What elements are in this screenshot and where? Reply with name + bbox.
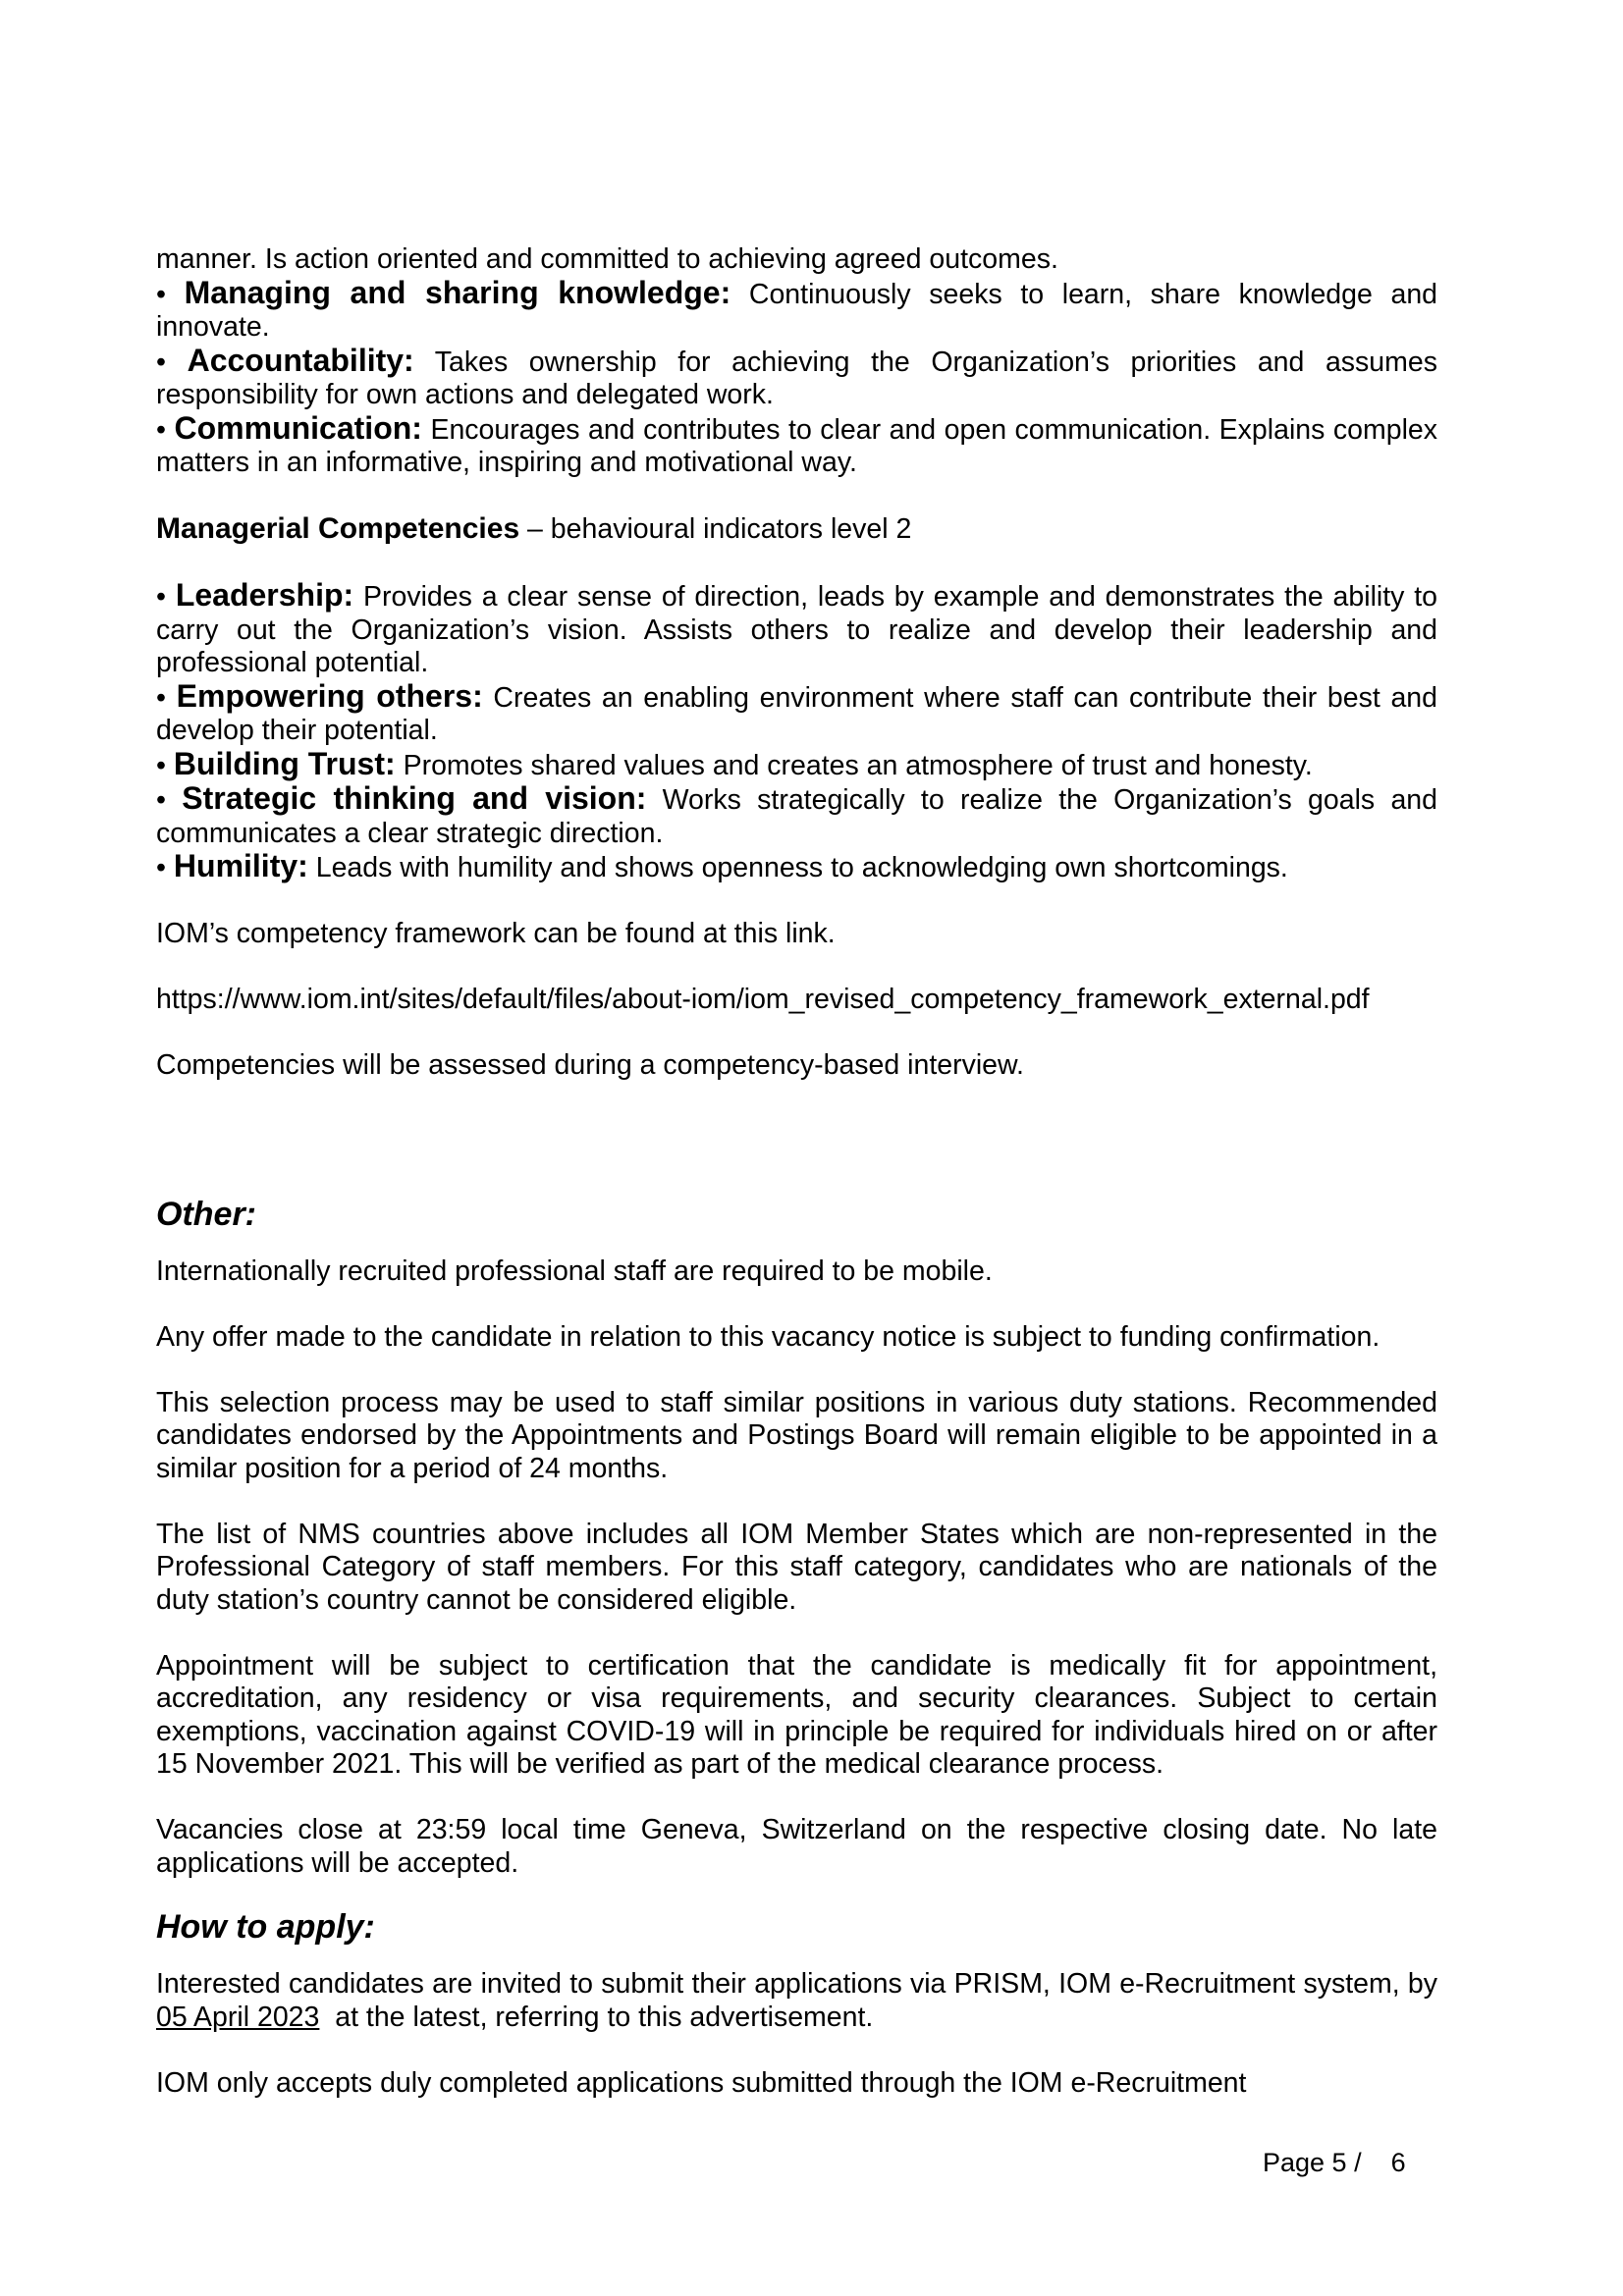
- competency-item: [156, 677, 1437, 748]
- other-paragraph: Any offer made to the candidate in relation to this vacancy notice is subject to funding confirmation.: [156, 1320, 1380, 1353]
- bullet: •: [156, 852, 166, 883]
- closing-date: 05 April 2023: [156, 2001, 320, 2033]
- assessment-text: Competencies will be assessed during a competency-based interview.: [156, 1049, 1024, 1081]
- competency-text: Works strategically to realize the Organization’s goals and communicates a clear strategic direction.: [156, 784, 1437, 849]
- managerial-subtitle: – behavioural indicators level 2: [519, 513, 912, 545]
- section-heading-other: Other:: [156, 1195, 256, 1233]
- competency-term: Leadership:: [175, 577, 354, 613]
- apply-paragraph-2: IOM only accepts duly completed applications submitted through the IOM e-Recruitment: [156, 2066, 1247, 2099]
- competency-text: Leads with humility and shows openness to acknowledging own shortcomings.: [307, 852, 1288, 883]
- competency-item: [156, 274, 1438, 345]
- competency-term: Strategic thinking and vision:: [182, 780, 647, 816]
- managerial-title: [156, 512, 1437, 547]
- competency-item: [156, 850, 1437, 885]
- core-competency-list: [156, 274, 1438, 480]
- competency-text: Takes ownership for achieving the Organization’s priorities and assumes responsibility for own actions and delegated work.: [156, 346, 1437, 410]
- competency-item: [156, 409, 1438, 480]
- managerial-competency-list: [156, 579, 1437, 885]
- apply-paragraph: [156, 1968, 1437, 2034]
- competency-text: Creates an enabling environment where staff can contribute their best and develop their potential.: [156, 681, 1437, 746]
- competency-text: Promotes shared values and creates an atmosphere of trust and honesty.: [395, 749, 1313, 781]
- other-paragraph: Internationally recruited professional staff are required to be mobile.: [156, 1255, 993, 1287]
- competency-text: Encourages and contributes to clear and open communication. Explains complex matters in an informative, inspiring and motivational way.: [156, 413, 1438, 478]
- competency-item: [156, 745, 1437, 783]
- intro-fragment: manner. Is action oriented and committed to achieving agreed outcomes.: [156, 243, 1058, 275]
- other-paragraph: This selection process may be used to staff similar positions in various duty stations. Recommended candidates endorsed by the Appointments and Postings Board will remain eligible to be appointed in a similar position for a period of 24 months.: [156, 1386, 1437, 1484]
- competency-term: Humility:: [173, 848, 308, 883]
- competency-term: Building Trust:: [173, 745, 396, 781]
- framework-link[interactable]: https://www.iom.int/sites/default/files/about-iom/iom_revised_competency_framework_external.pdf: [156, 984, 1370, 1015]
- competency-item: [156, 579, 1437, 680]
- bullet: •: [156, 346, 166, 378]
- page-label: Page 5 /: [1263, 2148, 1362, 2177]
- competency-term: Managing and sharing knowledge:: [184, 274, 731, 310]
- other-paragraph: The list of NMS countries above includes all IOM Member States which are non-represented in the Professional Category of staff members. For this staff category, candidates who are nationals of the duty station’s country cannot be considered eligible.: [156, 1518, 1437, 1616]
- section-heading-how-to-apply: How to apply:: [156, 1908, 375, 1946]
- framework-text: IOM’s competency framework can be found at this link.: [156, 918, 836, 949]
- bullet: •: [156, 749, 166, 781]
- managerial-title-bold: Managerial Competencies: [156, 512, 520, 545]
- page-footer: [1263, 2147, 1406, 2178]
- document-body: [156, 243, 1437, 2100]
- other-paragraph: Vacancies close at 23:59 local time Geneva, Switzerland on the respective closing date. No late applications will be accepted.: [156, 1814, 1437, 1879]
- bullet: •: [156, 581, 166, 613]
- bullet: •: [156, 681, 166, 714]
- bullet: •: [156, 413, 166, 446]
- page-total: 6: [1390, 2148, 1406, 2177]
- competency-item: [156, 342, 1437, 412]
- competency-item: [156, 782, 1437, 850]
- competency-term: Communication:: [174, 409, 422, 446]
- bullet: •: [156, 784, 166, 816]
- apply-text-before: Interested candidates are invited to submit their applications via PRISM, IOM e-Recruitment system, by: [156, 1968, 1437, 2000]
- competency-text: Continuously seeks to learn, share knowledge and innovate.: [156, 278, 1438, 343]
- apply-text-after: at the latest, referring to this advertisement.: [319, 2001, 874, 2033]
- competency-text: Provides a clear sense of direction, leads by example and demonstrates the ability to carry out the Organization’s vision. Assists others to realize and develop their leadership and professional potential.: [156, 581, 1437, 678]
- competency-term: Accountability:: [187, 342, 414, 378]
- competency-term: Empowering others:: [176, 677, 483, 714]
- other-paragraph: Appointment will be subject to certification that the candidate is medically fit for appointment, accreditation, any residency or visa requirements, and security clearances. Subject to certain exemptions, vaccination against COVID-19 will in principle be required for individuals hired on or after 15 November 2021. This will be verified as part of the medical clearance process.: [156, 1649, 1437, 1780]
- bullet: •: [156, 278, 166, 310]
